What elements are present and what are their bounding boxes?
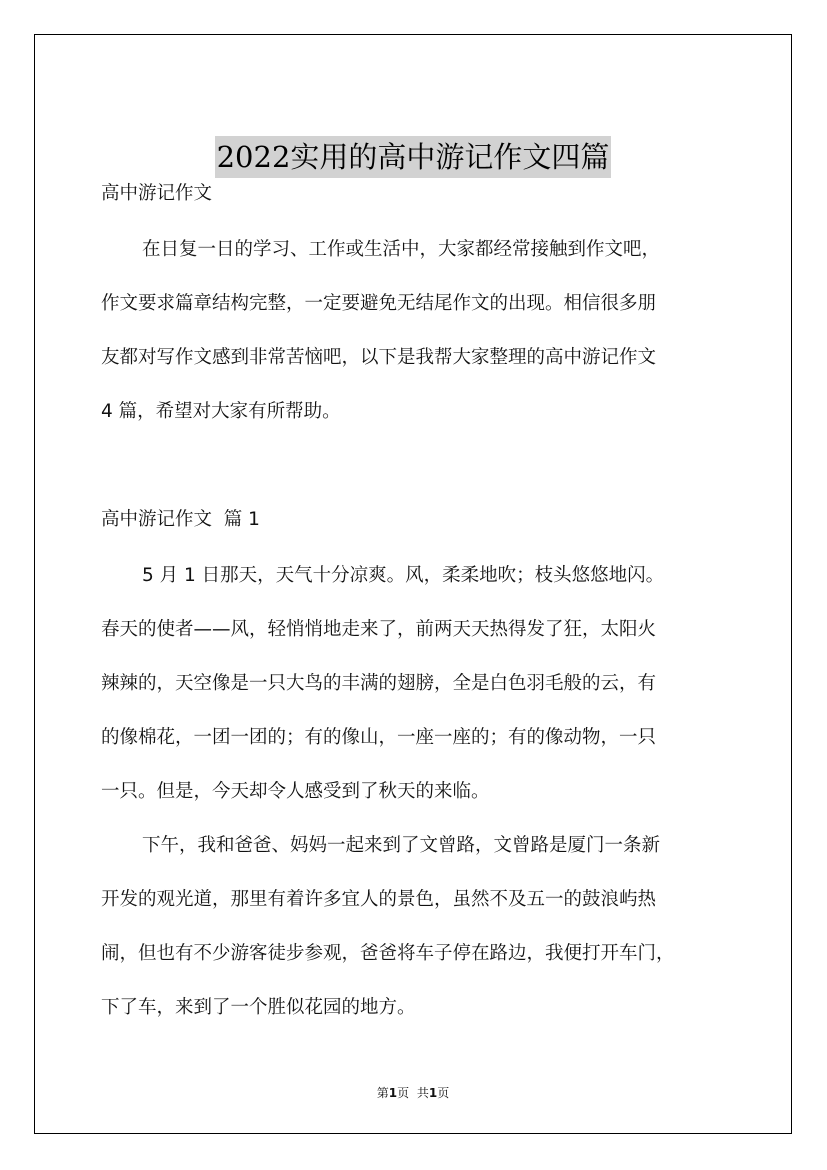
section-heading: 高中游记作文	[101, 183, 213, 204]
intro-line: 友都对写作文感到非常苦恼吧，以下是我帮大家整理的高中游记作文	[101, 347, 657, 368]
page-number: 1	[388, 1086, 398, 1100]
intro-paragraph	[101, 223, 741, 439]
essay-paragraph-2	[101, 819, 741, 1035]
paragraph-line: 闹，但也有不少游客徒步参观，爸爸将车子停在路边，我便打开车门，	[101, 943, 675, 964]
intro-line: 作文要求篇章结构完整，一定要避免无结尾作文的出现。相信很多朋	[101, 293, 657, 314]
paragraph-line: 一只。但是，今天却令人感受到了秋天的来临。	[101, 781, 490, 802]
essay-paragraph-1	[101, 549, 741, 819]
paragraph-line: 下了车，来到了一个胜似花园的地方。	[101, 997, 416, 1018]
total-pages-prefix: 共	[416, 1086, 429, 1100]
essay-heading: 高中游记作文 篇 1	[101, 509, 260, 530]
title-container	[35, 136, 791, 178]
document-title: 2022实用的高中游记作文四篇	[215, 136, 612, 178]
paragraph-line: 下午，我和爸爸、妈妈一起来到了文曾路，文曾路是厦门一条新	[142, 835, 661, 856]
total-pages: 1	[428, 1086, 438, 1100]
intro-line: 在日复一日的学习、工作或生活中，大家都经常接触到作文吧，	[142, 239, 661, 260]
page-number-prefix: 第	[376, 1086, 389, 1100]
paragraph-line: 辣辣的，天空像是一只大鸟的丰满的翅膀，全是白色羽毛般的云，有	[101, 673, 657, 694]
page-footer	[35, 1084, 791, 1101]
paragraph-line: 的像棉花，一团一团的；有的像山，一座一座的；有的像动物，一只	[101, 727, 657, 748]
document-page	[34, 34, 792, 1134]
total-pages-suffix: 页	[437, 1086, 450, 1100]
paragraph-line: 春天的使者——风，轻悄悄地走来了，前两天天热得发了狂，太阳火	[101, 619, 657, 640]
intro-line: 4 篇，希望对大家有所帮助。	[101, 401, 341, 422]
page-number-suffix: 页	[397, 1086, 410, 1100]
paragraph-line: 开发的观光道，那里有着许多宜人的景色，虽然不及五一的鼓浪屿热	[101, 889, 657, 910]
paragraph-line: 5 月 1 日那天，天气十分凉爽。风，柔柔地吹；枝头悠悠地闪。	[142, 565, 665, 586]
